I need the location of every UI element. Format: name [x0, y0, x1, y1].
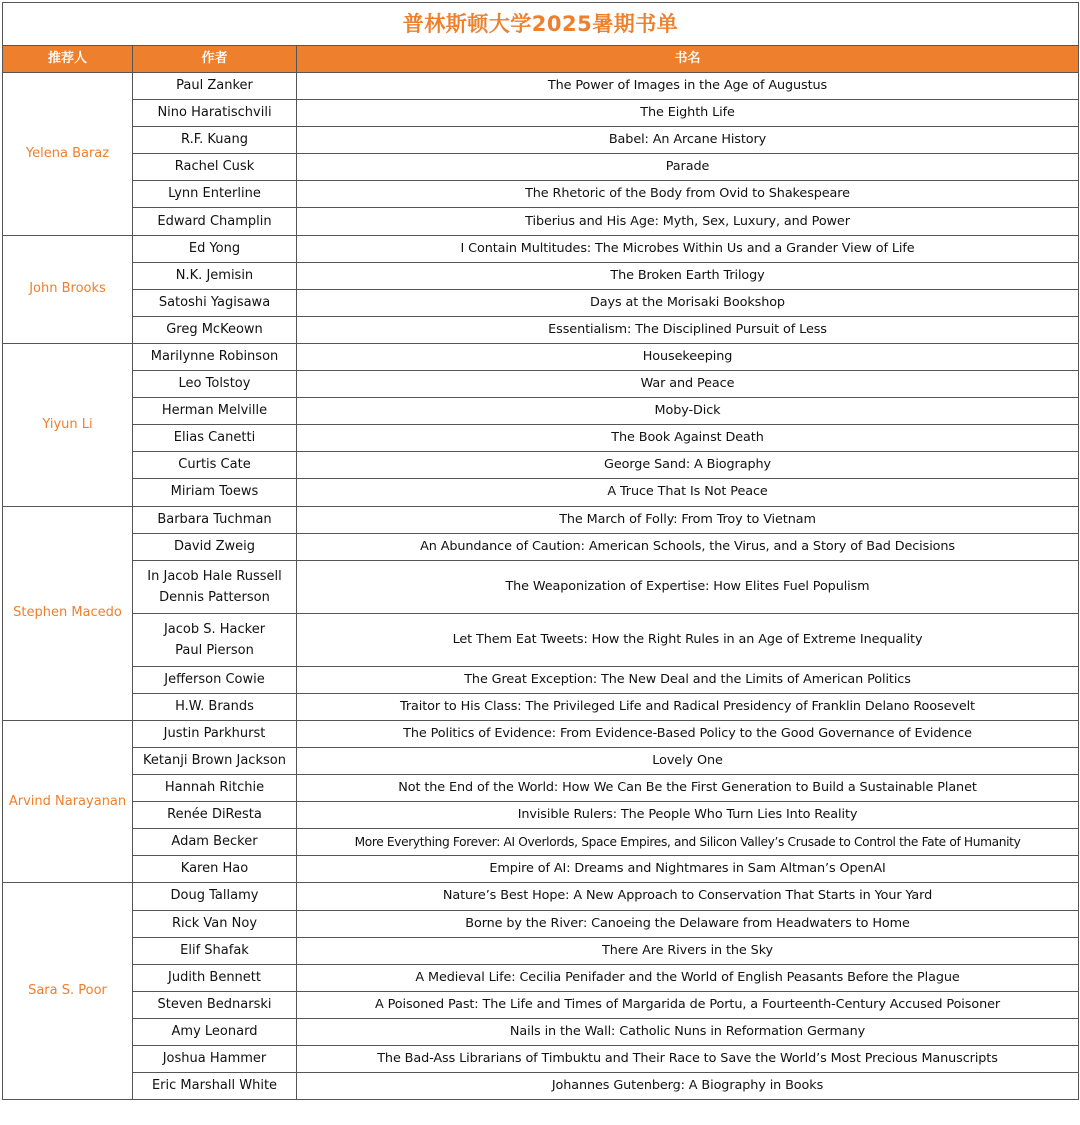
table-row: [3, 479, 1079, 506]
author-name: Eric Marshall White: [151, 1078, 278, 1094]
author-cell: [133, 533, 297, 560]
author-name: Miriam Toews: [170, 484, 259, 500]
header-author: 作者: [133, 46, 297, 73]
table-row: [3, 856, 1079, 883]
recommender-cell: Yiyun Li: [3, 343, 133, 506]
author-name: Jefferson Cowie: [164, 671, 265, 687]
book-title-cell: I Contain Multitudes: The Microbes Within Us and a Grander View of Life: [297, 235, 1079, 262]
table-row: [3, 937, 1079, 964]
author-name: Steven Bednarski: [157, 996, 272, 1012]
recommender-cell: Yelena Baraz: [3, 73, 133, 236]
author-name: Justin Parkhurst: [163, 725, 266, 741]
author-name: Doug Tallamy: [170, 888, 259, 904]
recommender-cell: Stephen Macedo: [3, 506, 133, 720]
reading-list-table: [2, 2, 1079, 1100]
author-cell: [133, 910, 297, 937]
table-row: [3, 560, 1079, 613]
author-name: Leo Tolstoy: [178, 376, 251, 392]
book-title-cell: Essentialism: The Disciplined Pursuit of Less: [297, 316, 1079, 343]
author-name: Adam Becker: [171, 834, 258, 850]
author-cell: [133, 208, 297, 235]
author-name: Edward Champlin: [157, 213, 272, 229]
author-cell: [133, 964, 297, 991]
author-name-secondary: Paul Pierson: [175, 642, 254, 658]
table-row: [3, 747, 1079, 774]
author-name: Karen Hao: [180, 861, 249, 877]
author-cell: [133, 1073, 297, 1100]
author-cell: [133, 1046, 297, 1073]
table-row: [3, 829, 1079, 856]
table-row: [3, 208, 1079, 235]
author-cell: [133, 371, 297, 398]
book-title-cell: The Weaponization of Expertise: How Elites Fuel Populism: [297, 560, 1079, 613]
recommender-cell: Arvind Narayanan: [3, 720, 133, 883]
author-name: Elif Shafak: [180, 942, 249, 958]
table-row: [3, 181, 1079, 208]
table-row: [3, 693, 1079, 720]
header-book: 书名: [297, 46, 1079, 73]
book-title-cell: A Truce That Is Not Peace: [297, 479, 1079, 506]
author-cell: [133, 452, 297, 479]
book-title-cell: Babel: An Arcane History: [297, 127, 1079, 154]
author-name: In Jacob Hale Russell: [147, 568, 282, 584]
book-title-cell: Tiberius and His Age: Myth, Sex, Luxury, and Power: [297, 208, 1079, 235]
book-title-cell: The Great Exception: The New Deal and the Limits of American Politics: [297, 666, 1079, 693]
author-cell: [133, 479, 297, 506]
author-cell: [133, 1018, 297, 1045]
table-row: [3, 100, 1079, 127]
header-row: [3, 46, 1079, 73]
book-title-cell: Let Them Eat Tweets: How the Right Rules in an Age of Extreme Inequality: [297, 613, 1079, 666]
book-title-cell: A Medieval Life: Cecilia Penifader and the World of English Peasants Before the Plague: [297, 964, 1079, 991]
author-cell: [133, 289, 297, 316]
author-cell: [133, 720, 297, 747]
author-cell: [133, 154, 297, 181]
author-cell: [133, 775, 297, 802]
author-name: Barbara Tuchman: [157, 511, 272, 527]
table-row: [3, 802, 1079, 829]
author-cell: [133, 235, 297, 262]
author-name: H.W. Brands: [175, 698, 254, 714]
table-row: [3, 883, 1079, 910]
table-row: [3, 127, 1079, 154]
author-cell: [133, 991, 297, 1018]
author-name: Renée DiResta: [167, 807, 262, 823]
author-cell: [133, 802, 297, 829]
table-row: [3, 533, 1079, 560]
author-cell: [133, 181, 297, 208]
table-row: [3, 720, 1079, 747]
recommender-cell: John Brooks: [3, 235, 133, 343]
book-title-cell: Empire of AI: Dreams and Nightmares in Sam Altman’s OpenAI: [297, 856, 1079, 883]
book-title-cell: Housekeeping: [297, 343, 1079, 370]
author-name: Herman Melville: [161, 403, 268, 419]
table-row: [3, 991, 1079, 1018]
book-title-cell: The Politics of Evidence: From Evidence-Based Policy to the Good Governance of Evidence: [297, 720, 1079, 747]
author-name: Rick Van Noy: [171, 915, 258, 931]
author-cell: [133, 856, 297, 883]
author-name: Greg McKeown: [166, 321, 263, 337]
author-cell: [133, 73, 297, 100]
author-cell: [133, 829, 297, 856]
table-row: [3, 666, 1079, 693]
author-name: Elias Canetti: [173, 430, 256, 446]
book-title-cell: Borne by the River: Canoeing the Delaware from Headwaters to Home: [297, 910, 1079, 937]
book-title-cell: Nature’s Best Hope: A New Approach to Conservation That Starts in Your Yard: [297, 883, 1079, 910]
book-title-cell: A Poisoned Past: The Life and Times of Margarida de Portu, a Fourteenth-Century Accused Poisoner: [297, 991, 1079, 1018]
table-row: [3, 316, 1079, 343]
book-title-cell: War and Peace: [297, 371, 1079, 398]
author-name: Nino Haratischvili: [157, 105, 272, 121]
table-row: [3, 398, 1079, 425]
author-name: Ketanji Brown Jackson: [143, 753, 286, 769]
book-title-cell: The Book Against Death: [297, 425, 1079, 452]
author-name: N.K. Jemisin: [175, 267, 254, 283]
table-row: [3, 964, 1079, 991]
author-name: Hannah Ritchie: [164, 780, 265, 796]
table-row: [3, 452, 1079, 479]
table-row: [3, 425, 1079, 452]
author-cell: [133, 398, 297, 425]
book-title-cell: Nails in the Wall: Catholic Nuns in Reformation Germany: [297, 1018, 1079, 1045]
table-row: [3, 1073, 1079, 1100]
author-cell: [133, 262, 297, 289]
header-recommender: 推荐人: [3, 46, 133, 73]
book-title-cell: Invisible Rulers: The People Who Turn Lies Into Reality: [297, 802, 1079, 829]
table-row: [3, 613, 1079, 666]
author-name: Joshua Hammer: [162, 1051, 267, 1067]
author-name: Amy Leonard: [171, 1023, 258, 1039]
author-name: Jacob S. Hacker: [163, 621, 266, 637]
author-cell: [133, 937, 297, 964]
page-title: 普林斯顿大学2025暑期书单: [3, 3, 1079, 46]
author-cell: [133, 127, 297, 154]
book-title-cell: Moby-Dick: [297, 398, 1079, 425]
author-cell: [133, 560, 297, 613]
author-cell: [133, 613, 297, 666]
book-title-cell: There Are Rivers in the Sky: [297, 937, 1079, 964]
recommender-cell: Sara S. Poor: [3, 883, 133, 1100]
author-cell: [133, 343, 297, 370]
book-title-cell: Not the End of the World: How We Can Be the First Generation to Build a Sustainable Planet: [297, 775, 1079, 802]
book-title-cell: More Everything Forever: AI Overlords, Space Empires, and Silicon Valley’s Crusade to Control the Fate of Humanity: [297, 829, 1079, 856]
author-cell: [133, 506, 297, 533]
table-row: [3, 1018, 1079, 1045]
author-cell: [133, 425, 297, 452]
book-title-cell: Days at the Morisaki Bookshop: [297, 289, 1079, 316]
table-row: [3, 289, 1079, 316]
book-title-cell: The Broken Earth Trilogy: [297, 262, 1079, 289]
table-row: [3, 262, 1079, 289]
book-title-cell: Parade: [297, 154, 1079, 181]
author-name: Lynn Enterline: [168, 186, 261, 202]
table-row: [3, 910, 1079, 937]
book-title-cell: Traitor to His Class: The Privileged Life and Radical Presidency of Franklin Delano Roosevelt: [297, 693, 1079, 720]
author-name: Paul Zanker: [176, 78, 253, 94]
author-cell: [133, 100, 297, 127]
author-name: Marilynne Robinson: [150, 348, 279, 364]
author-name-secondary: Dennis Patterson: [159, 589, 270, 605]
book-title-cell: The Power of Images in the Age of Augustus: [297, 73, 1079, 100]
author-name: David Zweig: [173, 538, 256, 554]
author-name: Ed Yong: [188, 240, 241, 256]
table-row: [3, 1046, 1079, 1073]
author-cell: [133, 666, 297, 693]
table-row: [3, 235, 1079, 262]
author-name: Judith Bennett: [168, 969, 261, 985]
book-title-cell: The Rhetoric of the Body from Ovid to Shakespeare: [297, 181, 1079, 208]
author-name: Satoshi Yagisawa: [158, 294, 271, 310]
author-cell: [133, 693, 297, 720]
table-row: [3, 371, 1079, 398]
author-cell: [133, 883, 297, 910]
table-row: [3, 343, 1079, 370]
author-name: R.F. Kuang: [181, 132, 248, 148]
book-title-cell: George Sand: A Biography: [297, 452, 1079, 479]
book-title-cell: The March of Folly: From Troy to Vietnam: [297, 506, 1079, 533]
book-title-cell: The Bad-Ass Librarians of Timbuktu and Their Race to Save the World’s Most Precious Manuscripts: [297, 1046, 1079, 1073]
author-cell: [133, 747, 297, 774]
table-row: [3, 775, 1079, 802]
book-title-cell: An Abundance of Caution: American Schools, the Virus, and a Story of Bad Decisions: [297, 533, 1079, 560]
author-name: Curtis Cate: [178, 457, 251, 473]
book-title-cell: Lovely One: [297, 747, 1079, 774]
table-row: [3, 73, 1079, 100]
book-title-cell: The Eighth Life: [297, 100, 1079, 127]
table-row: [3, 506, 1079, 533]
author-cell: [133, 316, 297, 343]
book-title-cell: Johannes Gutenberg: A Biography in Books: [297, 1073, 1079, 1100]
table-row: [3, 154, 1079, 181]
author-name: Rachel Cusk: [174, 159, 255, 175]
